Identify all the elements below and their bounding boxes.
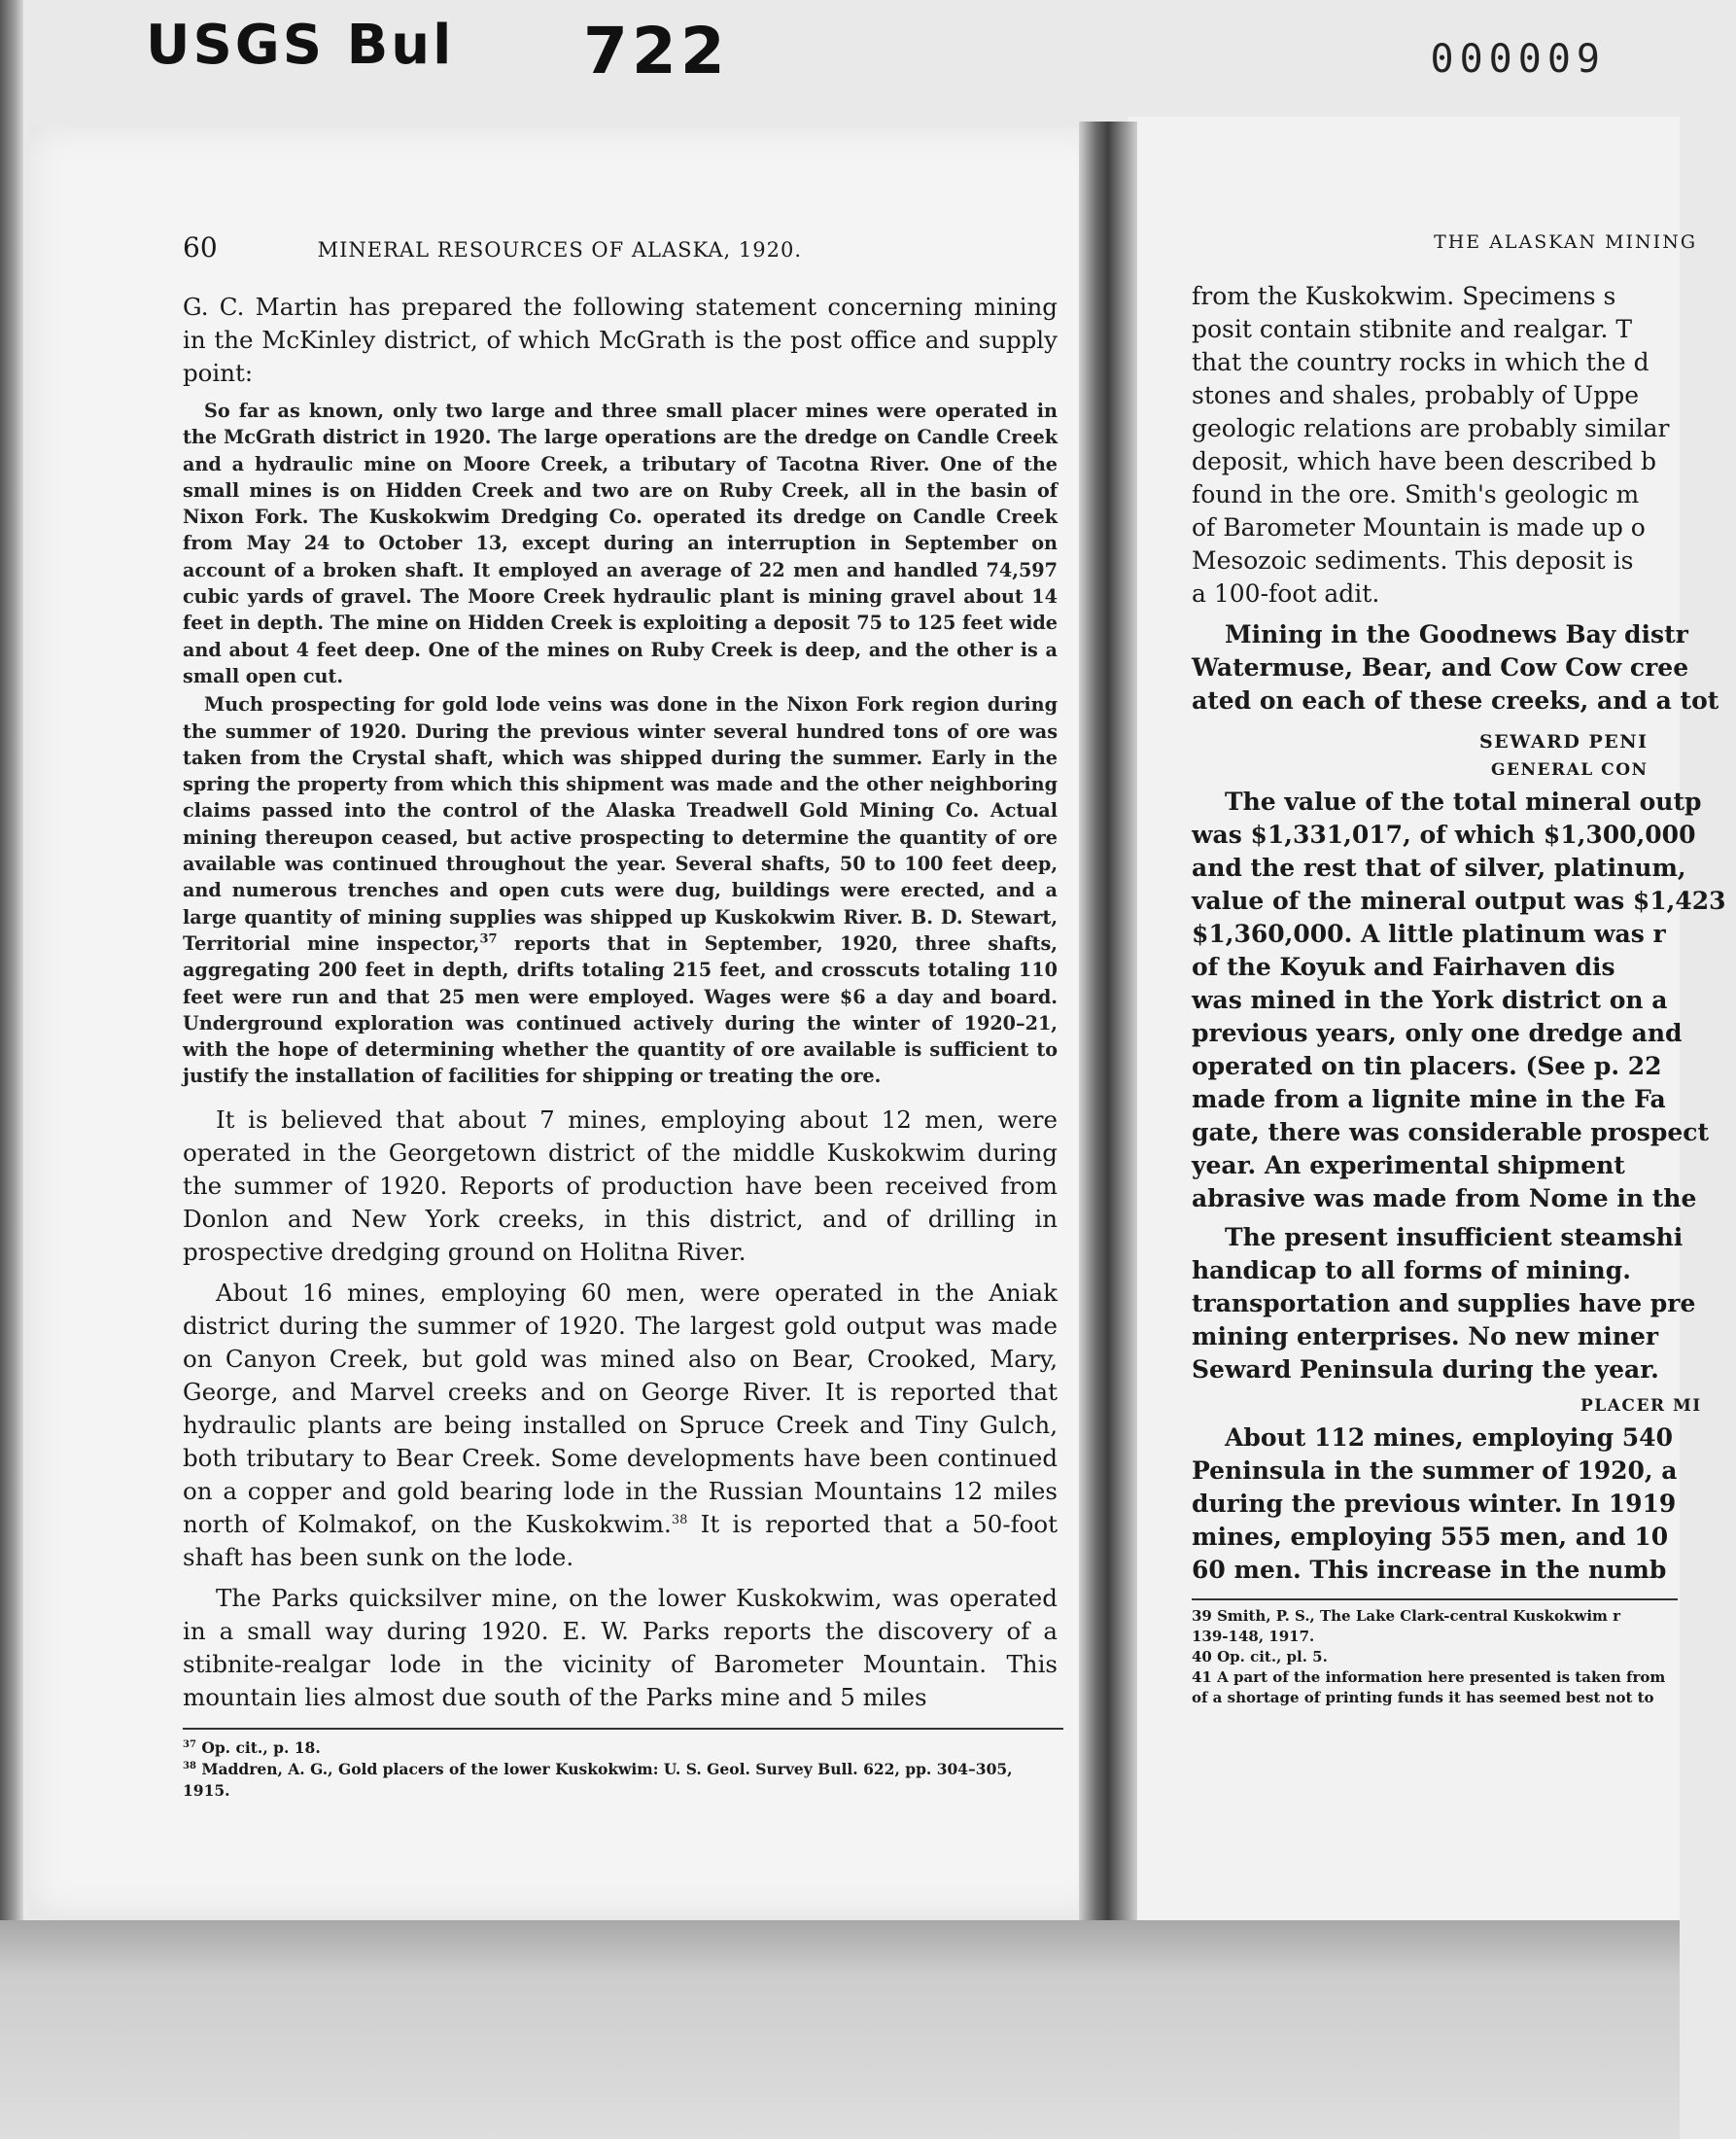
handwritten-label: USGS Bul	[146, 14, 455, 77]
right-text-placer	[1192, 1421, 1736, 1587]
quoted-paragraph-2	[183, 691, 1058, 1089]
right-text-line: transportation and supplies have pre	[1192, 1289, 1696, 1317]
right-footnote-line: 40 Op. cit., pl. 5.	[1192, 1648, 1328, 1666]
right-text-line: deposit, which have been described b	[1192, 447, 1657, 475]
right-text-line: Watermuse, Bear, and Cow Cow cree	[1192, 653, 1689, 682]
right-text-line: handicap to all forms of mining.	[1192, 1256, 1631, 1284]
right-subsection-placer: PLACER MI	[1580, 1396, 1702, 1416]
right-text-line: of the Koyuk and Fairhaven dis	[1192, 953, 1615, 981]
right-footnote-line: 41 A part of the information here presented is taken from	[1192, 1668, 1666, 1686]
aniak-paragraph	[183, 1277, 1058, 1574]
right-text-goodnews	[1192, 618, 1736, 718]
right-text-top	[1192, 280, 1736, 611]
right-subsection-title: GENERAL CON	[1491, 760, 1649, 780]
right-text-line: The value of the total mineral outp	[1225, 788, 1702, 816]
right-text-line: stones and shales, probably of Uppe	[1192, 381, 1640, 409]
stamp-number: 000009	[1430, 37, 1606, 82]
left-page-column	[183, 231, 1058, 1802]
right-text-line: ated on each of these creeks, and a tot	[1192, 686, 1719, 715]
right-text-line: 60 men. This increase in the numb	[1192, 1556, 1667, 1584]
footnote-ref-38: 38	[671, 1512, 688, 1527]
scan-bottom-band	[0, 1920, 1680, 2139]
right-text-line: abrasive was made from Nome in the	[1192, 1184, 1697, 1212]
running-title: MINERAL RESOURCES OF ALASKA, 1920.	[317, 238, 803, 262]
right-text-line: Mesozoic sediments. This deposit is	[1192, 546, 1634, 575]
right-text-line: The present insufficient steamshi	[1225, 1223, 1684, 1251]
right-text-line: Peninsula in the summer of 1920, a	[1192, 1456, 1678, 1485]
right-text-line: About 112 mines, employing 540	[1225, 1423, 1673, 1452]
right-running-head: THE ALASKAN MINING	[1434, 231, 1697, 253]
footnote-37-number: 37	[183, 1738, 196, 1750]
right-text-line: operated on tin placers. (See p. 22	[1192, 1052, 1662, 1080]
intro-paragraph: G. C. Martin has prepared the following statement concerning mining in the McKinley district, of which McGrath is the post office and supply point:	[183, 293, 1058, 387]
right-footnote-line: 39 Smith, P. S., The Lake Clark-central Kuskokwim r	[1192, 1607, 1621, 1625]
footnote-38-text: Maddren, A. G., Gold placers of the lower Kuskokwim: U. S. Geol. Survey Bull. 622, pp. 304–305, 1915.	[183, 1759, 1013, 1800]
footnote-38-number: 38	[183, 1760, 196, 1771]
right-text-line: during the previous winter. In 1919	[1192, 1490, 1677, 1518]
quoted-paragraph-2-part-a: Much prospecting for gold lode veins was done in the Nixon Fork region during the summer of 1920. During the previous winter several hundred tons of ore was taken from the Crystal shaft, which was shipped during the summer. Early in the spring the property from which this shipment was made and the other neighboring claims passed into the control of the Alaska Treadwell Gold Mining Co. Actual mining thereupon ceased, but active prospecting to determine the quantity of ore available was continued throughout the year. Several shafts, 50 to 100 feet deep, and numerous trenches and open cuts were dug, buildings were erected, and a large quantity of mining supplies was shipped up Kuskokwim River. B. D. Stewart, Territorial mine inspector,	[183, 693, 1058, 955]
right-text-general	[1192, 786, 1736, 1215]
right-footnotes	[1192, 1606, 1736, 1708]
right-text-steamship	[1192, 1221, 1736, 1386]
scan-left-edge-shadow	[0, 0, 23, 2139]
right-text-line: posit contain stibnite and realgar. T	[1192, 315, 1633, 343]
right-text-line: previous years, only one dredge and	[1192, 1019, 1683, 1047]
right-text-line: value of the mineral output was $1,423	[1192, 887, 1726, 915]
right-text-line: geologic relations are probably similar	[1192, 414, 1670, 442]
right-text-line: found in the ore. Smith's geologic m	[1192, 480, 1640, 508]
right-text-line: made from a lignite mine in the Fa	[1192, 1085, 1666, 1113]
right-text-line: gate, there was considerable prospect	[1192, 1118, 1709, 1146]
footnote-rule	[183, 1728, 1063, 1730]
right-text-line: of Barometer Mountain is made up o	[1192, 513, 1646, 542]
right-text-line: a 100-foot adit.	[1192, 579, 1380, 608]
parks-paragraph: The Parks quicksilver mine, on the lower Kuskokwim, was operated in a small way during 1920. E. W. Parks reports the discovery of a stibnite-realgar lode in the vicinity of Barometer Mountain. This mountain lies almost due south of the Parks mine and 5 miles	[183, 1583, 1058, 1711]
aniak-paragraph-part-b: It is reported that a 50-foot shaft has been sunk on the lode.	[183, 1509, 1059, 1571]
right-page-column	[1192, 231, 1736, 1708]
right-section-title: SEWARD PENI	[1479, 731, 1649, 753]
right-text-line: and the rest that of silver, platinum,	[1192, 854, 1686, 882]
right-text-line: Mining in the Goodnews Bay distr	[1225, 620, 1688, 649]
handwritten-number: 722	[583, 14, 729, 88]
footnote-37	[183, 1737, 1058, 1759]
quoted-paragraph-2-part-b: reports that in September, 1920, three shafts, aggregating 200 feet in depth, drifts totaling 215 feet, and crosscuts totaling 110 feet were run and that 25 men were employed. Wages were $6 a day and board. Underground exploration was continued actively during the winter of 1920–21, with the hope of determining whether the quantity of ore available is sufficient to justify the installation of facilities for shipping or treating the ore.	[183, 931, 1058, 1088]
quoted-paragraph-1: So far as known, only two large and three small placer mines were operated in the McGrath district in 1920. The large operations are the dredge on Candle Creek and a hydraulic mine on Moore Creek, a tributary of Tacotna River. One of the small mines is on Hidden Creek and two are on Ruby Creek, all in the basin of Nixon Fork. The Kuskokwim Dredging Co. operated its dredge on Candle Creek from May 24 to October 13, except during an interruption in September on account of a broken shaft. It employed an average of 22 men and handled 74,597 cubic yards of gravel. The Moore Creek hydraulic plant is mining gravel about 14 feet in depth. The mine on Hidden Creek is exploiting a deposit 75 to 125 feet wide and about 4 feet deep. One of the mines on Ruby Creek is deep, and the other is a small open cut.	[183, 400, 1058, 687]
right-text-line: was $1,331,017, of which $1,300,000	[1192, 821, 1696, 849]
page-number: 60	[183, 231, 218, 263]
book-gutter-shadow	[1079, 122, 1137, 1930]
footnote-ref-37: 37	[479, 931, 498, 947]
georgetown-paragraph: It is believed that about 7 mines, employing about 12 men, were operated in the Georgetown district of the middle Kuskokwim during the summer of 1920. Reports of production have been received from Donlon and New York creeks, in this district, and of drilling in prospective dredging ground on Holitna River.	[183, 1105, 1058, 1266]
running-head	[183, 231, 1058, 263]
footnote-38	[183, 1759, 1058, 1802]
right-text-line: year. An experimental shipment	[1192, 1151, 1625, 1179]
right-footnote-line: 139-148, 1917.	[1192, 1628, 1315, 1645]
footnote-37-text: Op. cit., p. 18.	[195, 1737, 321, 1757]
right-text-line: was mined in the York district on a	[1192, 986, 1668, 1014]
right-footnote-line: of a shortage of printing funds it has seemed best not to	[1192, 1689, 1654, 1706]
right-text-line: Seward Peninsula during the year.	[1192, 1355, 1659, 1384]
right-text-line: mining enterprises. No new miner	[1192, 1322, 1659, 1350]
right-text-line: $1,360,000. A little platinum was r	[1192, 920, 1666, 948]
right-text-line: mines, employing 555 men, and 10	[1192, 1523, 1669, 1551]
right-footnote-rule	[1192, 1598, 1678, 1600]
right-text-line: from the Kuskokwim. Specimens s	[1192, 282, 1616, 310]
aniak-paragraph-part-a: About 16 mines, employing 60 men, were operated in the Aniak district during the summer of 1920. The largest gold output was made on Canyon Creek, but gold was mined also on Bear, Crooked, Mary, George, and Marvel creeks and on George River. It is reported that hydraulic plants are being installed on Spruce Creek and Tiny Gulch, both tributary to Bear Creek. Some developments have been continued on a copper and gold bearing lode in the Russian Mountains 12 miles north of Kolmakof, on the Kuskokwim.	[183, 1278, 1058, 1538]
right-text-line: that the country rocks in which the d	[1192, 348, 1649, 376]
right-page	[1128, 117, 1726, 1925]
